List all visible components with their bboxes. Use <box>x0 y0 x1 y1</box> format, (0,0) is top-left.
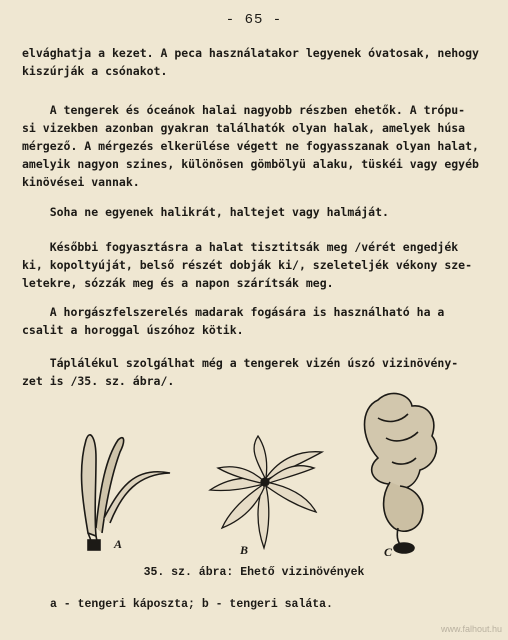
paragraph-fish-edibility <box>22 101 490 191</box>
figure-label-b: B <box>240 543 249 557</box>
text-line: Későbbi fogyasztásra a halat tisztitsák meg /vérét engedjék <box>22 240 459 254</box>
plant-b-drawing <box>210 436 322 548</box>
figure-label-c: C <box>384 545 393 559</box>
figure-legend: a - tengeri káposzta; b - tengeri saláta. <box>50 598 333 611</box>
text-line: A tengerek és óceánok halai nagyobb részben ehetők. A trópu- <box>22 103 466 117</box>
text-line: kiszúrják a csónakot. <box>22 64 168 78</box>
plant-a-drawing <box>82 435 170 550</box>
text-line: A horgászfelszerelés madarak fogására is használható ha a <box>22 305 445 319</box>
text-line: elvághatja a kezet. A peca használatakor legyenek óvatosak, nehogy <box>22 46 479 60</box>
water-plants-illustration <box>60 378 460 558</box>
paragraph-knife-warning <box>22 44 490 80</box>
text-line: csalit a horoggal úszóhoz kötik. <box>22 323 244 337</box>
figure-caption: 35. sz. ábra: Ehető vizinövények <box>143 566 365 579</box>
paragraph-roe-warning <box>22 203 490 221</box>
text-line: ki, kopoltyúját, belső részét dobják ki/, szeleteljék vékony sze- <box>22 258 473 272</box>
text-line: si vizekben azonban gyakran találhatók olyan halak, amelyek húsa <box>22 121 466 135</box>
text-line: kinövései vannak. <box>22 175 140 189</box>
plant-c-drawing <box>365 393 437 553</box>
page-number: - 65 - <box>225 12 283 28</box>
watermark: www.falhout.hu <box>440 624 502 634</box>
figure-label-a: A <box>114 537 123 551</box>
text-line: amelyik nagyon szines, különösen gömbölyü alaku, tüskéi vagy egyéb <box>22 157 479 171</box>
paragraph-fish-preservation <box>22 238 490 292</box>
text-line: mérgező. A mérgezés elkerülése végett ne fogyasszanak olyan halat, <box>22 139 479 153</box>
text-line: zet is /35. sz. ábra/. <box>22 374 175 388</box>
text-line: Soha ne egyenek halikrát, haltejet vagy halmáját. <box>22 205 389 219</box>
text-line: letekre, sózzák meg és a napon szárítsák meg. <box>22 276 334 290</box>
paragraph-bird-catching <box>22 303 490 339</box>
text-line: Táplálékul szolgálhat még a tengerek vizén úszó vizinövény- <box>22 356 459 370</box>
